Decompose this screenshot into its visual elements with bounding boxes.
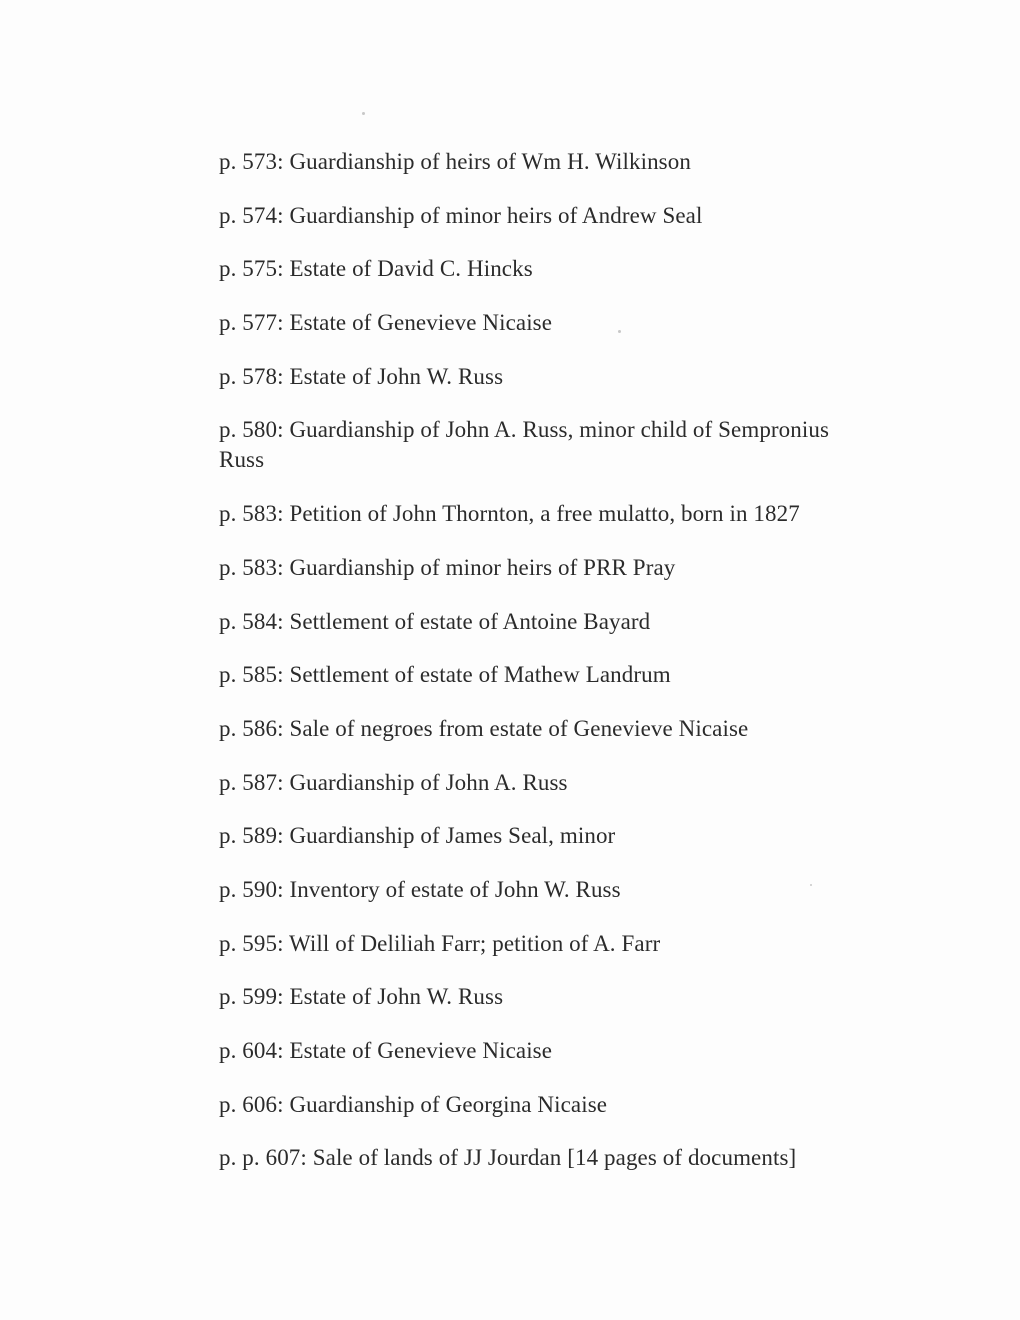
document-entry: p. 577: Estate of Genevieve Nicaise <box>219 310 553 336</box>
document-entry-list <box>219 147 849 1197</box>
document-entry: p. 590: Inventory of estate of John W. Russ <box>219 876 621 902</box>
document-entry: p. 595: Will of Deliliah Farr; petition of A. Farr <box>219 930 661 956</box>
document-entry: p. 583: Petition of John Thornton, a free mulatto, born in 1827 <box>219 501 800 527</box>
document-entry: p. 578: Estate of John W. Russ <box>219 363 504 389</box>
document-entry: p. 584: Settlement of estate of Antoine Bayard <box>219 608 651 634</box>
document-entry: p. 586: Sale of negroes from estate of Genevieve Nicaise <box>219 715 749 741</box>
document-entry: p. 573: Guardianship of heirs of Wm H. Wilkinson <box>219 149 691 174</box>
document-entry: p. 580: Guardianship of John A. Russ, minor child of Sempronius Russ <box>219 417 830 473</box>
document-entry: p. 575: Estate of David C. Hincks <box>219 256 533 282</box>
document-entry: p. 583: Guardianship of minor heirs of PRR Pray <box>219 554 676 580</box>
document-entry: p. 587: Guardianship of John A. Russ <box>219 769 568 795</box>
document-entry: p. 574: Guardianship of minor heirs of Andrew Seal <box>219 202 703 228</box>
document-entry: p. 589: Guardianship of James Seal, minor <box>219 823 616 849</box>
scan-speck <box>362 112 365 115</box>
document-entry: p. 606: Guardianship of Georgina Nicaise <box>219 1091 608 1117</box>
document-entry: p. 585: Settlement of estate of Mathew Landrum <box>219 662 671 688</box>
document-entry: p. 604: Estate of Genevieve Nicaise <box>219 1038 553 1063</box>
document-entry: p. 599: Estate of John W. Russ <box>219 984 504 1010</box>
document-entry: p. p. 607: Sale of lands of JJ Jourdan [14 pages of documents] <box>219 1145 797 1171</box>
